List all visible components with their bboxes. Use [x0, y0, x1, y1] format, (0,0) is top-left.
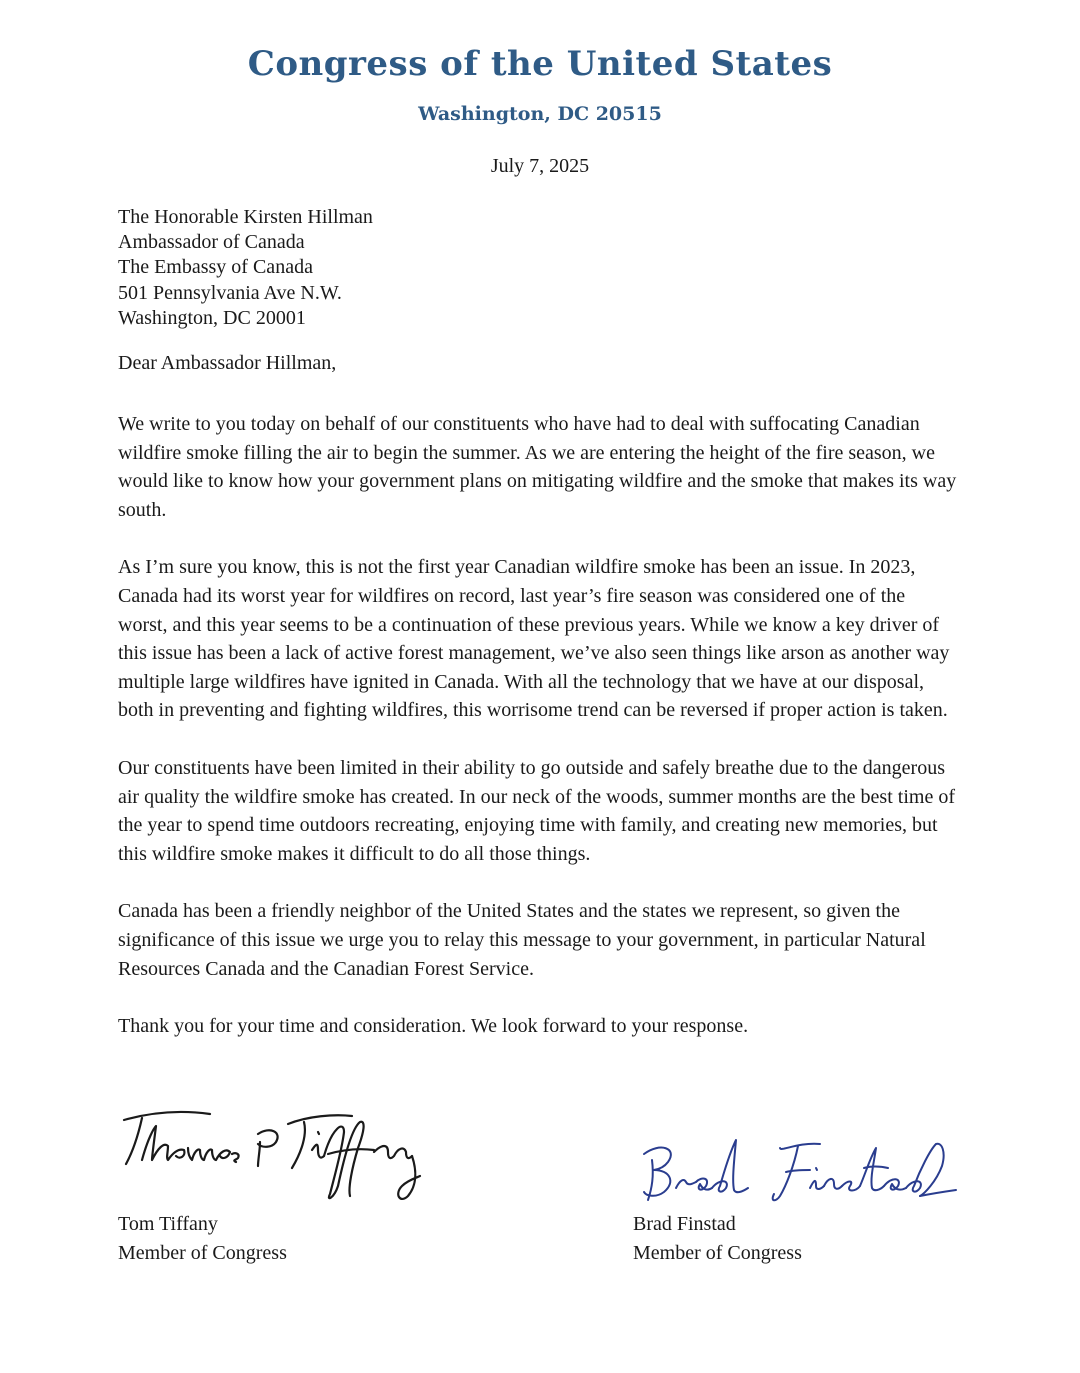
recipient-address: [118, 205, 373, 331]
signature-finstad: [630, 1132, 960, 1212]
signatory-name-left: Tom Tiffany: [118, 1213, 218, 1235]
recipient-line: 501 Pennsylvania Ave N.W.: [118, 281, 342, 304]
body-paragraph: Canada has been a friendly neighbor of the United States and the states we represent, so given the significance of this issue we urge you to relay this message to your government, in particular Natural Resources Canada and the Canadian Forest Service.: [118, 900, 926, 980]
letter-body: [118, 410, 958, 1070]
signatory-title-left: Member of Congress: [118, 1242, 287, 1264]
signatory-name-right: Brad Finstad: [633, 1213, 736, 1235]
body-paragraph: Our constituents have been limited in their ability to go outside and safely breathe due to the dangerous air quality the wildfire smoke has created. In our neck of the woods, summer months are the best time of the year to spend time outdoors recreating, enjoying time with family, and creating new memories, but this wildfire smoke makes it difficult to do all those things.: [118, 756, 955, 865]
body-paragraph: As I’m sure you know, this is not the first year Canadian wildfire smoke has been an issue. In 2023, Canada had its worst year for wildfires on record, last year’s fire season was considered one of the worst, and this year seems to be a continuation of these previous years. While we know a key driver of this issue has been a lack of active forest management, we’ve also seen things like arson as another way multiple large wildfires have ignited in Canada. With all the technology that we have at our disposal, both in preventing and fighting wildfires, this worrisome trend can be reversed if proper action is taken.: [118, 556, 950, 722]
recipient-line: The Honorable Kirsten Hillman: [118, 206, 373, 228]
signatory-title-right: Member of Congress: [633, 1242, 802, 1264]
recipient-line: Washington, DC 20001: [118, 306, 306, 329]
body-paragraph: We write to you today on behalf of our constituents who have had to deal with suffocating Canadian wildfire smoke filling the air to begin the summer. As we are entering the height of the fire season, we would like to know how your government plans on mitigating wildfire and the smoke that makes its way south.: [118, 413, 957, 521]
body-paragraph: Thank you for your time and consideration. We look forward to your response.: [118, 1015, 749, 1038]
letterhead-location: Washington, DC 20515: [418, 103, 662, 125]
salutation: Dear Ambassador Hillman,: [118, 352, 337, 374]
letterhead-title: Congress of the United States: [247, 44, 833, 84]
signature-tiffany: [112, 1098, 422, 1208]
letter-date: July 7, 2025: [490, 155, 590, 177]
recipient-line: The Embassy of Canada: [118, 256, 313, 279]
recipient-line: Ambassador of Canada: [118, 231, 305, 254]
